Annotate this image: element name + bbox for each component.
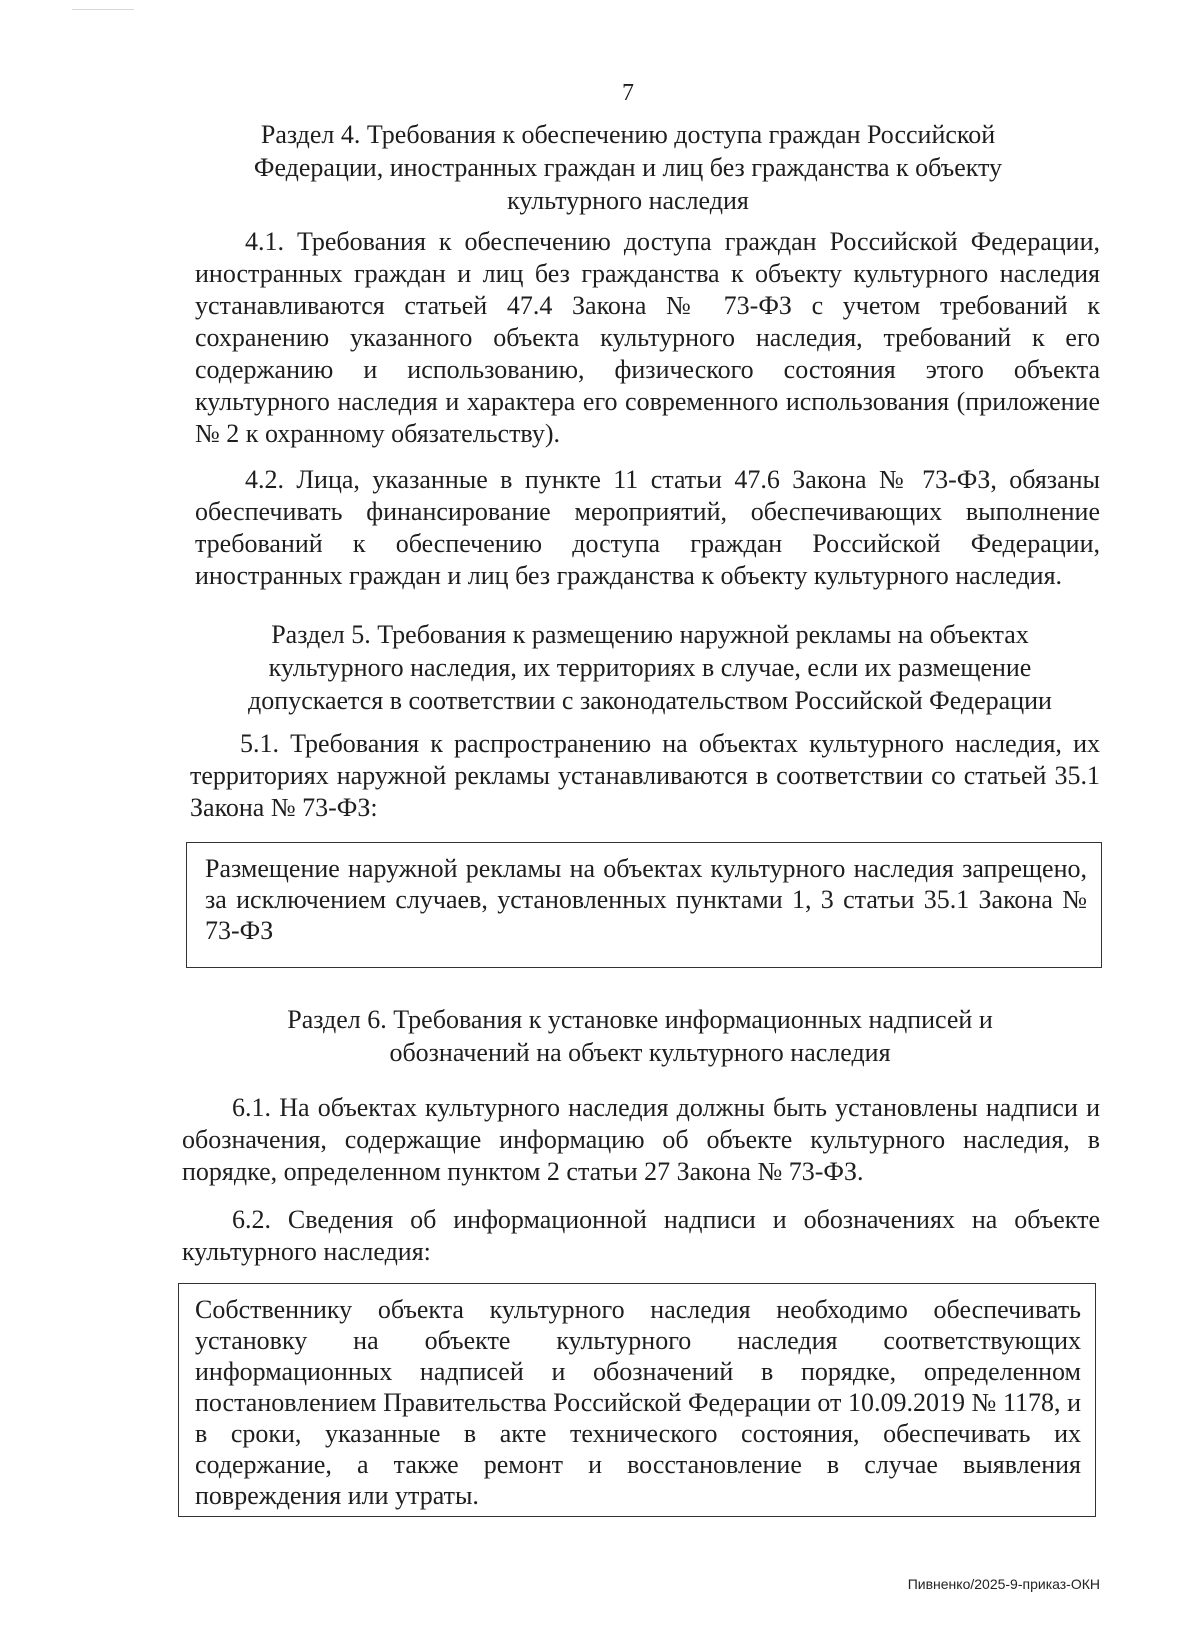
section-6-inscription-box: Собственнику объекта культурного наследия необходимо обеспечивать установку на объекте культурного наследия соответствующих информационных надписей и обозначений в порядке, определенном постановлением Правительства Российской Федерации от 10.09.2019 № 1178, и в сроки, указанные в акте технического состояния, обеспечивать их содержание, а также ремонт и восстановление в случае выявления повреждения или утраты. xyxy=(178,1283,1096,1517)
section-6-paragraph-2: 6.2. Сведения об информационной надписи и обозначениях на объекте культурного наследия: xyxy=(182,1205,1100,1266)
section-4-paragraph-1: 4.1. Требования к обеспечению доступа граждан Российской Федерации, иностранных граждан и лиц без гражданства к объекту культурного наследия устанавливаются статьей 47.4 Закона № 73-ФЗ с учетом требований к сохранению указанного объекта культурного наследия, требований к его содержанию и использованию, физического состояния этого объекта культурного наследия и характера его современного использования (приложение № 2 к охранному обязательству). xyxy=(195,227,1100,448)
scan-artifact-line xyxy=(72,9,134,10)
section-5-paragraph-1: 5.1. Требования к распространению на объектах культурного наследия, их территориях наружной рекламы устанавливаются в соответствии со статьей 35.1 Закона № 73-ФЗ: xyxy=(190,729,1100,822)
section-6-heading: Раздел 6. Требования к установке информационных надписей и обозначений на объект культурного наследия xyxy=(287,1005,993,1067)
section-4-paragraph-2: 4.2. Лица, указанные в пункте 11 статьи 47.6 Закона № 73-ФЗ, обязаны обеспечивать финансирование мероприятий, обеспечивающих выполнение требований к обеспечению доступа граждан Российской Федерации, иностранных граждан и лиц без гражданства к объекту культурного наследия. xyxy=(195,465,1100,590)
section-4-heading: Раздел 4. Требования к обеспечению доступа граждан Российской Федерации, иностранных граждан и лиц без гражданства к объекту культурного наследия xyxy=(253,120,1003,215)
section-5-advertising-box: Размещение наружной рекламы на объектах культурного наследия запрещено, за исключением случаев, установленных пунктами 1, 3 статьи 35.1 Закона № 73-ФЗ xyxy=(186,842,1102,968)
section-5-heading: Раздел 5. Требования к размещению наружной рекламы на объектах культурного наследия, их территориях в случае, если их размещение допускается в соответствии с законодательством Российской Федерации xyxy=(248,620,1052,715)
page-number: 7 xyxy=(622,80,634,106)
document-footer-code: Пивненко/2025-9-приказ-ОКН xyxy=(907,1576,1100,1592)
section-6-paragraph-1: 6.1. На объектах культурного наследия должны быть установлены надписи и обозначения, содержащие информацию об объекте культурного наследия, в порядке, определенном пунктом 2 статьи 27 Закона № 73-ФЗ. xyxy=(182,1093,1100,1186)
